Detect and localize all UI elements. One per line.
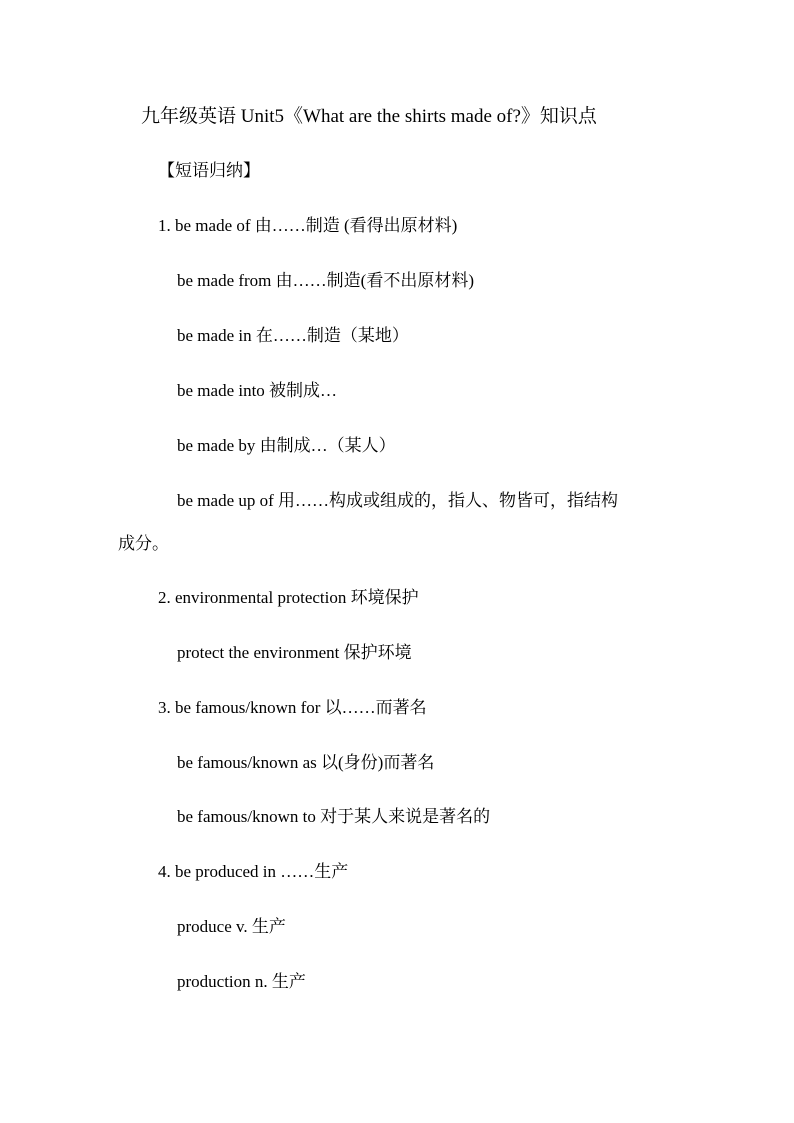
phrase-subline: produce v. 生产 <box>177 917 286 936</box>
document-title: 九年级英语 Unit5《What are the shirts made of?》知识点 <box>141 106 597 127</box>
phrase-subline: be made up of 用……构成或组成的，指人、物皆可，指结构 <box>177 491 619 510</box>
section-heading: 【短语归纳】 <box>158 161 260 180</box>
phrase-item-2: 2. environmental protection 环境保护 <box>158 588 419 607</box>
phrase-subline: be made by 由制成…（某人） <box>177 436 396 455</box>
phrase-subline: be famous/known as 以(身份)而著名 <box>177 753 435 772</box>
phrase-subline-continuation: 成分。 <box>118 534 169 553</box>
phrase-item-4: 4. be produced in ……生产 <box>158 862 349 881</box>
phrase-item-1: 1. be made of 由……制造 (看得出原材料) <box>158 216 458 235</box>
phrase-subline: be made in 在……制造（某地） <box>177 326 409 345</box>
phrase-subline: be made into 被制成… <box>177 381 338 400</box>
phrase-subline: protect the environment 保护环境 <box>177 643 412 662</box>
phrase-subline: production n. 生产 <box>177 972 306 991</box>
phrase-item-3: 3. be famous/known for 以……而著名 <box>158 698 427 717</box>
phrase-subline: be made from 由……制造(看不出原材料) <box>177 271 474 290</box>
phrase-subline: be famous/known to 对于某人来说是著名的 <box>177 807 491 826</box>
